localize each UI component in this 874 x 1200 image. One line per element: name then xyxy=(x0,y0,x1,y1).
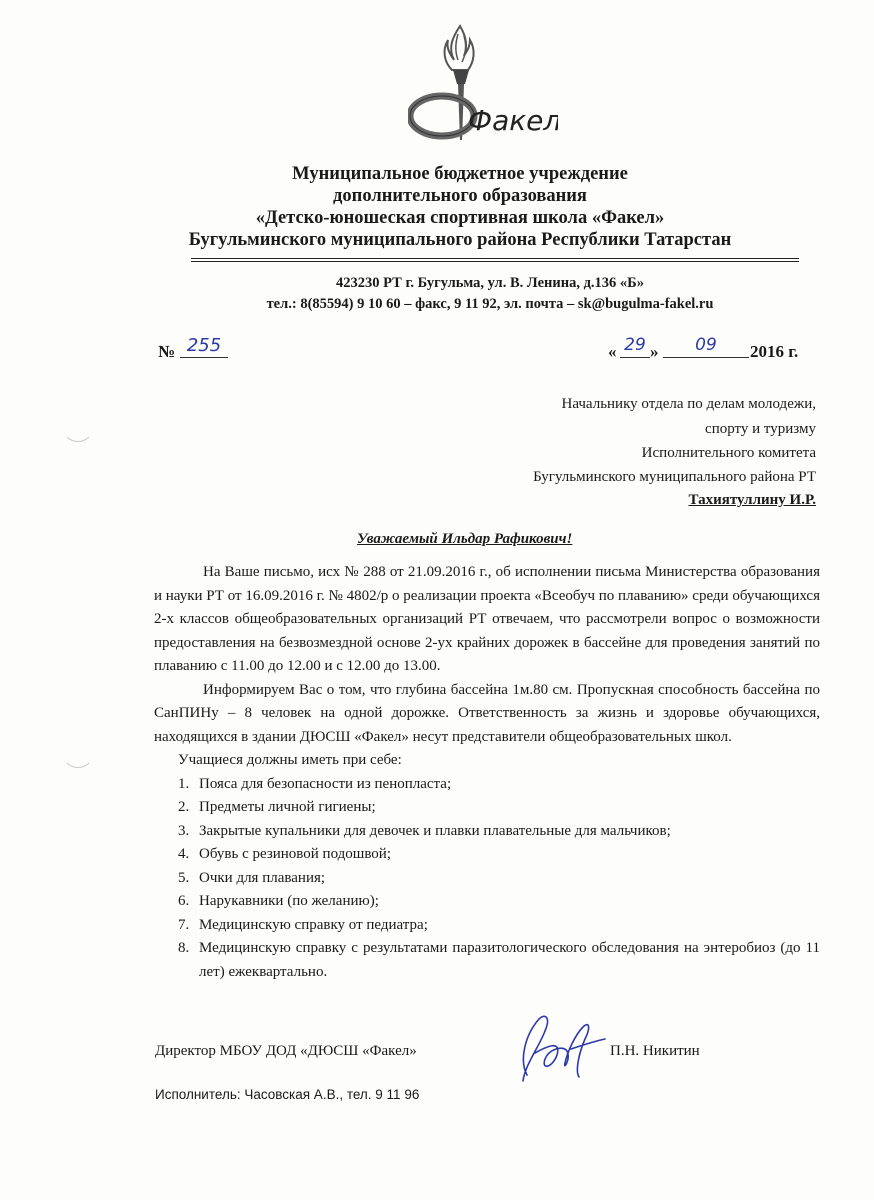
org-address: 423230 РТ г. Бугульма, ул. В. Ленина, д.136 «Б» xyxy=(335,275,644,291)
punch-hole-mark xyxy=(62,411,94,442)
list-number: 8. xyxy=(178,940,190,956)
signer-title: Директор МБОУ ДОД «ДЮСШ «Факел» xyxy=(155,1043,417,1059)
list-number: 2. xyxy=(178,799,190,815)
salutation: Уважаемый Ильдар Рафикович! xyxy=(357,531,573,547)
list-item-text: Обувь с резиновой подошвой; xyxy=(199,846,392,862)
list-item xyxy=(178,867,820,891)
date-day: 29 xyxy=(620,335,650,358)
list-item-text: Пояса для безопасности из пенопласта; xyxy=(199,775,452,792)
list-item xyxy=(178,914,820,938)
list-number: 3. xyxy=(178,822,190,839)
org-name-line-3: «Детско-юношеская спортивная школа «Факел» xyxy=(255,208,665,228)
list-item-text: Медицинскую справку с результатами паразитологического обследования на энтеробиоз (до 11 лет) ежеквартально. xyxy=(199,940,820,980)
list-item xyxy=(178,937,820,984)
number-label: № xyxy=(158,342,176,361)
date-month: 09 xyxy=(663,335,749,358)
outgoing-number: 255 xyxy=(180,335,228,358)
date-quote-close: » xyxy=(650,342,659,361)
list-item-text: Нарукавники (по желанию); xyxy=(199,893,379,909)
list-number: 4. xyxy=(178,846,190,862)
addressee-line-3: Исполнительного комитета xyxy=(641,445,816,461)
list-item xyxy=(178,890,820,914)
paragraph-2: Информируем Вас о том, что глубина бассейна 1м.80 см. Пропускная способность бассейна по СанПИНу – 8 человек на одной дорожке. Ответственность за жизнь и здоровье обучающихся, находящихся в здании ДЮСШ «Факел» несут представители общеобразовательных школ. xyxy=(154,681,820,745)
requirements-list xyxy=(154,773,820,985)
letter-body xyxy=(154,561,820,984)
list-item xyxy=(178,773,820,797)
header-divider xyxy=(191,258,799,259)
org-name-line-4: Бугульминского муниципального района Республики Татарстан xyxy=(188,230,732,250)
addressee-line-4: Бугульминского муниципального района РТ xyxy=(533,469,816,485)
addressee-line-2: спорту и туризму xyxy=(705,421,816,437)
paragraph-1: На Ваше письмо, исх № 288 от 21.09.2016 г., об исполнении письма Министерства образования и науки РТ от 16.09.2016 г. № 4802/р о реализации проекта «Всеобуч по плаванию» среди обучающихся 2-х классов общеобразовательных организаций РТ отвечаем, что рассмотрели вопрос о возможности предоставления на безвозмездной основе 2-ух крайних дорожек в бассейне для проведения занятий по плаванию с 11.00 до 12.00 и с 12.00 до 13.00. xyxy=(154,564,820,674)
logo-text: Факел xyxy=(468,104,558,137)
signer-name: П.Н. Никитин xyxy=(610,1043,700,1059)
list-number: 5. xyxy=(178,869,190,886)
date-year: 2016 г. xyxy=(750,342,799,361)
list-item xyxy=(178,796,820,820)
list-item-text: Предметы личной гигиены; xyxy=(199,799,376,815)
punch-hole-mark xyxy=(62,737,94,768)
list-item-text: Очки для плавания; xyxy=(199,869,326,886)
list-number: 7. xyxy=(178,916,190,933)
list-item-text: Закрытые купальники для девочек и плавки плавательные для мальчиков; xyxy=(199,822,671,839)
org-name-line-1: Муниципальное бюджетное учреждение xyxy=(292,164,628,184)
org-name-line-2: дополнительного образования xyxy=(333,186,587,206)
executor-info: Исполнитель: Часовская А.В., тел. 9 11 96 xyxy=(155,1087,420,1102)
addressee-line-1: Начальнику отдела по делам молодежи, xyxy=(561,396,816,412)
fakel-logo xyxy=(408,18,558,150)
addressee-name: Тахиятуллину И.Р. xyxy=(688,492,816,508)
list-item-text: Медицинскую справку от педиатра; xyxy=(199,916,428,933)
org-contacts: тел.: 8(85594) 9 10 60 – факс, 9 11 92, эл. почта – sk@bugulma-fakel.ru xyxy=(266,296,714,312)
header-divider-thin xyxy=(191,261,799,262)
torch-icon xyxy=(408,18,558,150)
list-item xyxy=(178,843,820,867)
handwritten-signature xyxy=(505,1005,615,1090)
list-number: 1. xyxy=(178,775,190,792)
date-quote-open: « xyxy=(608,342,617,361)
list-item xyxy=(178,820,820,844)
list-intro: Учащиеся должны иметь при себе: xyxy=(178,752,402,768)
list-number: 6. xyxy=(178,893,190,909)
